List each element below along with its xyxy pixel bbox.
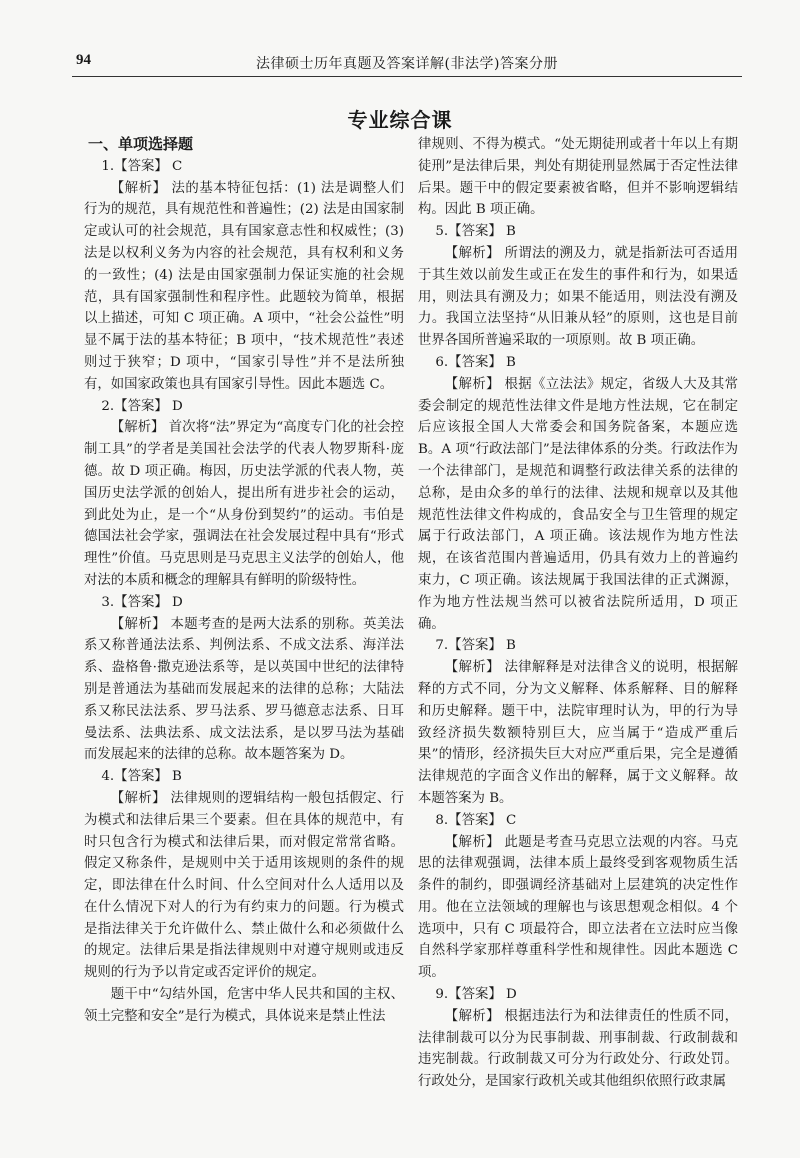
right-column (418, 134, 738, 1093)
q1-analysis: 【解析】 法的基本特征包括：(1) 法是调整人们行为的规范，具有规范性和普遍性；(2) 法是由国家制定或认可的社会规范，具有国家意志性和权威性；(3) 法是以权利义务为内容的社会规范，具有权利和义务的一致性；(4) 法是由国家强制力保证实施的社会规范，具有国家强制性和程序性。此题较为简单，根据以上描述，可知 C 项正确。A 项中，“社会公益性”明显不属于法的基本特征；B 项中，“技术规范性”表述则过于狭窄；D 项中，“国家引导性”并不是法所独有，如国家政策也具有国家引导性。因此本题选 C。 (84, 180, 404, 392)
q2-analysis: 【解析】 首次将“法”界定为“高度专门化的社会控制工具”的学者是美国社会法学的代表人物罗斯科·庞德。故 D 项正确。梅因，历史法学派的代表人物，英国历史法学派的创始人，提出所有进步社会的运动，到此处为止，是一个“从身份到契约”的运动。韦伯是德国法社会学家，强调法在社会发展过程中具有“形式理性”价值。马克思则是马克思主义法学的创始人，他对法的本质和概念的理解具有鲜明的阶级特性。 (84, 420, 404, 588)
q4-answer: 4.【答案】 B (101, 769, 182, 785)
q6-answer: 6.【答案】 B (435, 354, 516, 370)
q9-answer: 9.【答案】 D (435, 987, 517, 1003)
part-heading: 一、单项选择题 (88, 135, 194, 153)
header-divider (72, 76, 742, 77)
page-number: 94 (76, 52, 91, 68)
q5-answer: 5.【答案】 B (435, 224, 516, 240)
left-column (84, 134, 404, 1028)
q4-analysis-tail: 律规则、不得为模式。“处无期徒刑或者十年以上有期徒刑”是法律后果，判处有期徒刑显然属于否定性法律后果。题干中的假定要素被省略，但并不影响逻辑结构。因此 B 项正确。 (418, 137, 738, 218)
running-header (72, 50, 742, 76)
q8-answer: 8.【答案】 C (435, 812, 517, 828)
q2-answer: 2.【答案】 D (101, 398, 183, 414)
q4-analysis-continued: 题干中“勾结外国，危害中华人民共和国的主权、领土完整和安全”是行为模式，具体说来是禁止性法 (84, 987, 404, 1024)
q3-analysis: 【解析】 本题考查的是两大法系的别称。英美法系又称普通法法系、判例法系、不成文法系、海洋法系、盎格鲁·撒克逊法系等，是以英国中世纪的法律特别是普通法为基础而发展起来的法律的总称；大陆法系又称民法法系、罗马法系、罗马德意志法系、日耳曼法系、法典法系、成文法法系，是以罗马法为基础而发展起来的法律的总称。故本题答案为 D。 (84, 616, 404, 763)
q3-answer: 3.【答案】 D (101, 594, 183, 610)
book-title: 法律硕士历年真题及答案详解(非法学)答案分册 (256, 56, 558, 72)
q7-analysis: 【解析】 法律解释是对法律含义的说明，根据解释的方式不同，分为文义解释、体系解释、目的解释和历史解释。题干中，法院审理时认为，甲的行为导致经济损失数额特别巨大，应当属于“造成严重后果”的情形，经济损失巨大对应严重后果，完全是遵循法律规范的字面含义作出的解释，属于文义解释。故本题答案为 B。 (418, 660, 738, 806)
q8-analysis: 【解析】 此题是考查马克思立法观的内容。马克思的法律观强调，法律本质上最终受到客观物质生活条件的制约，即强调经济基础对上层建筑的决定性作用。他在立法领域的理解也与该思想观念相似。4 个选项中，只有 C 项最符合，即立法者在立法时应当像自然科学家那样尊重科学性和规律性。因此本题选 C 项。 (418, 834, 738, 981)
q7-answer: 7.【答案】 B (435, 638, 516, 654)
q5-analysis: 【解析】 所谓法的溯及力，就是指新法可否适用于其生效以前发生或正在发生的事件和行为，如果适用，则法具有溯及力；如果不能适用，则法没有溯及力。我国立法坚持“从旧兼从轻”的原则，这也是目前世界各国所普遍采取的一项原则。故 B 项正确。 (418, 245, 738, 349)
section-title: 专业综合课 (347, 108, 453, 132)
q1-answer: 1.【答案】 C (101, 158, 183, 174)
q9-analysis: 【解析】 根据违法行为和法律责任的性质不同，法律制裁可以分为民事制裁、刑事制裁、行政制裁和违宪制裁。行政制裁又可分为行政处分、行政处罚。行政处分，是国家行政机关或其他组织依照行政隶属 (418, 1008, 738, 1090)
q6-analysis: 【解析】 根据《立法法》规定，省级人大及其常委会制定的规范性法律文件是地方性法规，它在制定后应该报全国人大常委会和国务院备案，本题应选 B。A 项“行政法部门”是法律体系的分类。行政法作为一个法律部门，是规范和调整行政法律关系的法律的总称，是由众多的单行的法律、法规和规章以及其他规范性法律文件构成的，食品安全与卫生管理的规定属于行政法部门，A 项正确。该法规作为地方性法规，在该省范围内普遍适用，仍具有效力上的普遍约束力，C 项正确。该法规属于我国法律的正式渊源，作为地方性法规当然可以被省法院所适用，D 项正确。 (418, 376, 738, 632)
q4-analysis: 【解析】 法律规则的逻辑结构一般包括假定、行为模式和法律后果三个要素。但在具体的规范中，有时只包含行为模式和法律后果，而对假定常常省略。假定又称条件，是规则中关于适用该规则的条件的规定，即法律在什么时间、什么空间对什么人适用以及在什么情况下对人的行为有约束力的问题。行为模式是指法律关于允许做什么、禁止做什么和必须做什么的规定。法律后果是指法律规则中对遵守规则或违反规则的行为予以肯定或否定评价的规定。 (84, 790, 404, 981)
